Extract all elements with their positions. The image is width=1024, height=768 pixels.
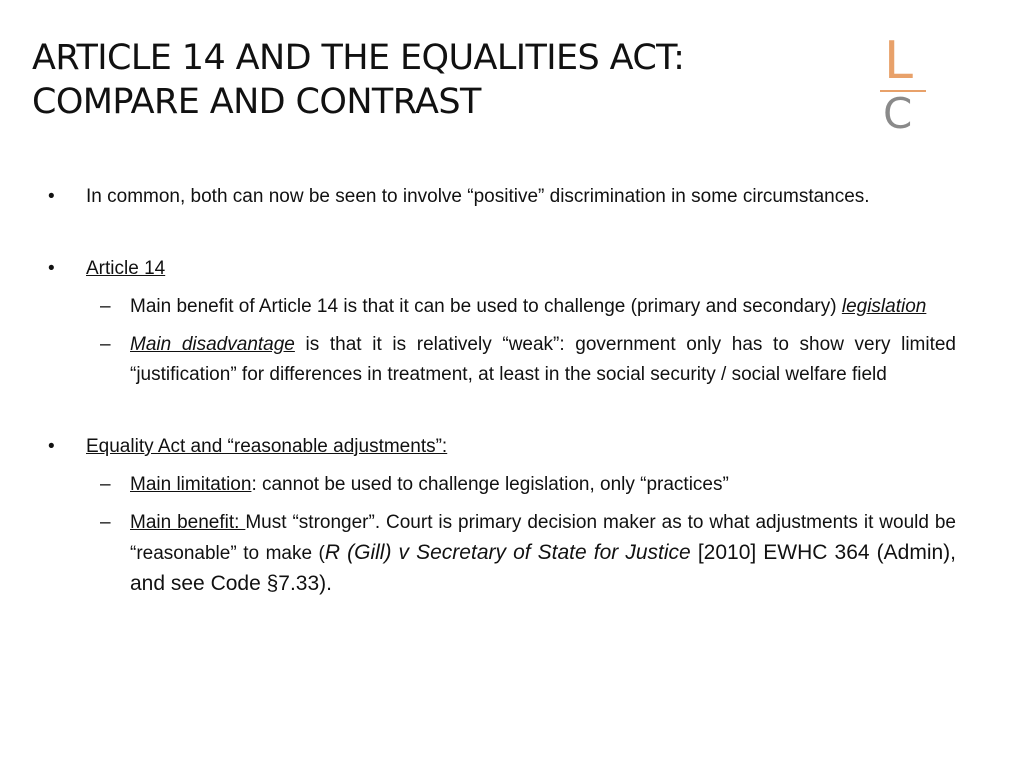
bullet-text: In common, both can now be seen to involve “positive” discrimination in some circumstances.: [86, 186, 870, 207]
case-name: R (Gill) v Secretary of State for Justice: [324, 541, 691, 564]
slide-title: [32, 36, 832, 124]
sub-bullet-emphasis: Main benefit:: [130, 512, 246, 533]
bullet-marker: •: [48, 186, 55, 207]
logo-letter-c: C: [883, 89, 913, 134]
sub-bullet-equality-limitation: [48, 470, 956, 500]
sub-bullet-equality-benefit: [48, 508, 956, 600]
bullet-heading: Equality Act and “reasonable adjustments”:: [86, 436, 448, 457]
sub-bullet-text: is that it is relatively “weak”: government only has to show very limited “justification” for differences in treatment, at least in the social security / social welfare field: [130, 334, 957, 385]
bullet-equality-act: [48, 432, 956, 462]
bullet-marker: •: [48, 258, 55, 279]
sub-bullet-emphasis: Main disadvantage: [130, 334, 295, 355]
slide-content: [48, 182, 956, 600]
case-citation: [2010] EWHC 364 (Admin), and see Code §7.33).: [130, 541, 956, 595]
dash-marker: –: [100, 296, 111, 317]
lc-logo: [872, 30, 932, 134]
dash-marker: –: [100, 474, 111, 495]
sub-bullet-article-14-benefit: [48, 292, 956, 322]
bullet-heading: Article 14: [86, 258, 166, 279]
sub-bullet-text: : cannot be used to challenge legislation, only “practices”: [251, 474, 729, 495]
slide-title-line-1: ARTICLE 14 AND THE EQUALITIES ACT:: [32, 38, 685, 78]
sub-bullet-emphasis: legislation: [841, 296, 927, 317]
sub-bullet-emphasis: Main limitation: [130, 474, 252, 495]
sub-bullet-text: Main benefit of Article 14 is that it can be used to challenge (primary and secondary): [130, 296, 842, 317]
logo-letter-l: L: [884, 31, 913, 91]
dash-marker: –: [100, 334, 111, 355]
dash-marker: –: [100, 512, 111, 533]
sub-bullet-article-14-disadvantage: [48, 330, 956, 390]
slide-title-line-2: COMPARE AND CONTRAST: [32, 82, 481, 122]
bullet-article-14: [48, 254, 956, 284]
sub-bullet-text: Must “stronger”. Court is primary decision maker as to what adjustments it would be “reasonable” to make (: [130, 512, 956, 564]
bullet-in-common: [48, 182, 956, 212]
bullet-marker: •: [48, 436, 55, 457]
